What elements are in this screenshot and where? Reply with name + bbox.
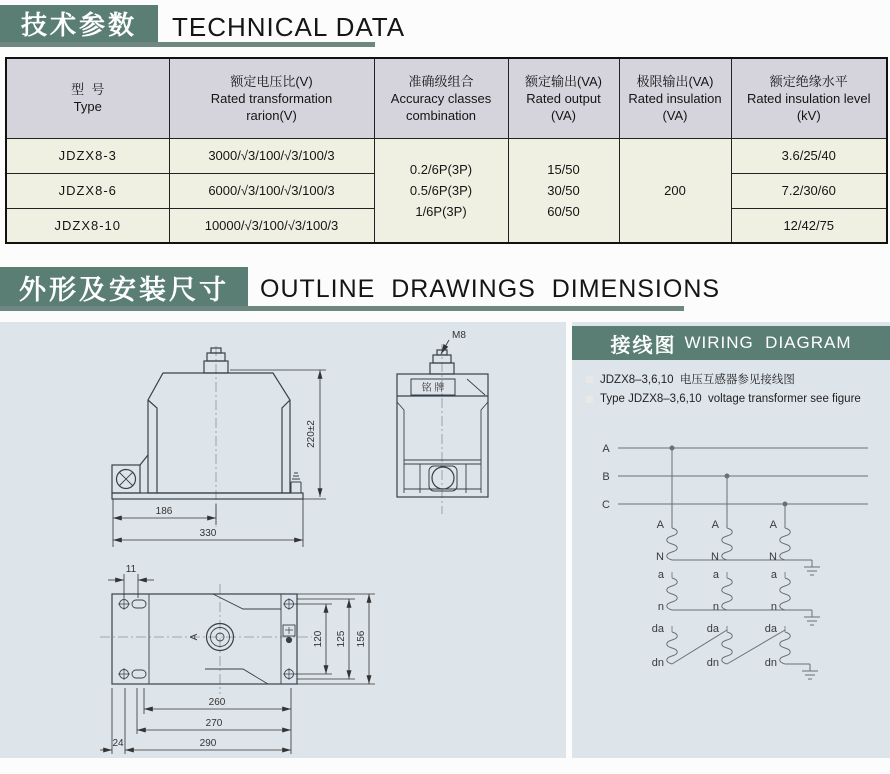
ratio-cell: 3000/√3/100/√3/100/3: [169, 138, 374, 173]
outline-drawing-svg: [0, 322, 566, 758]
col-header-level: [731, 58, 887, 138]
technical-data-table: [5, 57, 888, 244]
primary-bottom-label: N: [711, 551, 719, 563]
title-underline: [0, 42, 375, 47]
bolt-m8-label: M8: [452, 330, 466, 341]
secondary-top-label: a: [770, 569, 777, 581]
accuracy-line: 0.2/6P(3P): [409, 161, 473, 177]
ratio-cell: 10000/√3/100/√3/100/3: [169, 208, 374, 243]
wiring-diagram-title-bar: [572, 326, 890, 360]
header-ratio-cn: 额定电压比(V): [230, 73, 313, 89]
header-output-en1: Rated output: [526, 90, 601, 106]
accuracy-cell: [374, 138, 508, 243]
accuracy-line: 1/6P(3P): [415, 203, 467, 219]
dim-height-label: 220±2: [306, 420, 317, 448]
header-accuracy-cn: 准确级组合: [408, 73, 474, 89]
dim-186-label: 186: [155, 506, 173, 517]
wiring-note: [586, 371, 795, 387]
header-accuracy-en2: combination: [405, 107, 477, 123]
wiring-note: [586, 393, 861, 405]
dim-156-label: 156: [356, 630, 367, 648]
wiring-note-text: Type JDZX8–3,6,10 voltage transformer see figure: [600, 393, 861, 405]
col-header-output: [508, 58, 619, 138]
header-accuracy-en1: Accuracy classes: [390, 90, 492, 106]
wiring-title-en: WIRING DIAGRAM: [684, 333, 852, 352]
header-limit-en1: Rated insulation: [628, 90, 722, 106]
header-level-cn: 额定绝缘水平: [769, 73, 848, 89]
secondary-bottom-label: n: [770, 601, 777, 613]
type-cell: JDZX8-3: [6, 138, 169, 173]
table-header-row: [6, 58, 887, 138]
secondary-top-label: a: [712, 569, 719, 581]
outline-title-cn: 外形及安装尺寸: [0, 267, 248, 307]
col-header-accuracy: [374, 58, 508, 138]
output-line: 30/50: [547, 182, 580, 198]
dim-260-label: 260: [208, 697, 226, 708]
secondary-top-label: a: [657, 569, 664, 581]
dim-24-label: 24: [112, 738, 124, 749]
level-cell: 7.2/30/60: [731, 173, 887, 208]
phase-b-label: B: [602, 471, 610, 483]
type-cell: JDZX8-10: [6, 208, 169, 243]
outline-title-en: OUTLINE DRAWINGS DIMENSIONS: [260, 275, 721, 303]
tertiary-bottom-label: dn: [764, 657, 777, 669]
tertiary-top-label: da: [651, 623, 664, 635]
technical-data-title-cn: 技术参数: [0, 5, 158, 42]
wiring-title-cn: 接线图: [610, 334, 677, 357]
outline-drawings-panel: [0, 322, 566, 758]
header-limit-cn: 极限输出(VA): [636, 73, 714, 89]
limit-cell: 200: [619, 138, 731, 243]
primary-bottom-label: N: [769, 551, 777, 563]
technical-data-title-en: TECHNICAL DATA: [172, 12, 406, 42]
header-type-en: Type: [73, 99, 102, 115]
secondary-bottom-label: n: [657, 601, 664, 613]
header-level-en2: (kV): [796, 107, 821, 123]
dim-290-label: 290: [199, 738, 217, 749]
ratio-cell: 6000/√3/100/√3/100/3: [169, 173, 374, 208]
header-type-cn: 型 号: [71, 82, 105, 98]
header-ratio-en2: rarion(V): [246, 107, 297, 123]
type-cell: JDZX8-6: [6, 173, 169, 208]
tertiary-bottom-label: dn: [706, 657, 719, 669]
header-level-en1: Rated insulation level: [746, 90, 871, 106]
dim-120-label: 120: [313, 630, 324, 648]
tertiary-top-label: da: [764, 623, 777, 635]
square-bullet-icon: [586, 396, 593, 403]
secondary-bottom-label: n: [712, 601, 719, 613]
phase-c-label: C: [602, 499, 610, 511]
tertiary-bottom-label: dn: [651, 657, 664, 669]
output-line: 60/50: [547, 203, 580, 219]
title-underline: [0, 306, 684, 311]
table-row: [6, 138, 887, 173]
dim-330-label: 330: [199, 528, 217, 539]
square-bullet-icon: [586, 376, 593, 383]
header-ratio-en1: Rated transformation: [210, 90, 333, 106]
dim-11-label: 11: [125, 564, 137, 575]
output-line: 15/50: [547, 161, 580, 177]
view-a-label: A: [189, 633, 200, 641]
output-cell: [508, 138, 619, 243]
header-output-en2: (VA): [550, 107, 577, 123]
primary-top-label: A: [769, 519, 777, 531]
accuracy-line: 0.5/6P(3P): [409, 182, 473, 198]
level-cell: 3.6/25/40: [731, 138, 887, 173]
header-output-cn: 额定输出(VA): [524, 73, 603, 89]
col-header-limit: [619, 58, 731, 138]
primary-top-label: A: [656, 519, 664, 531]
header-limit-en2: (VA): [662, 107, 688, 123]
wiring-diagram-panel: [572, 322, 890, 758]
wiring-note-text: JDZX8–3,6,10 电压互感器参见接线图: [600, 374, 795, 386]
col-header-ratio: [169, 58, 374, 138]
wiring-diagram-svg: [572, 418, 890, 748]
primary-bottom-label: N: [656, 551, 664, 563]
primary-top-label: A: [711, 519, 719, 531]
nameplate-label: 铭 牌: [421, 383, 445, 394]
col-header-type: [6, 58, 169, 138]
dim-270-label: 270: [205, 718, 223, 729]
dim-125-label: 125: [336, 630, 347, 648]
tertiary-top-label: da: [706, 623, 719, 635]
level-cell: 12/42/75: [731, 208, 887, 243]
phase-a-label: A: [602, 443, 610, 455]
